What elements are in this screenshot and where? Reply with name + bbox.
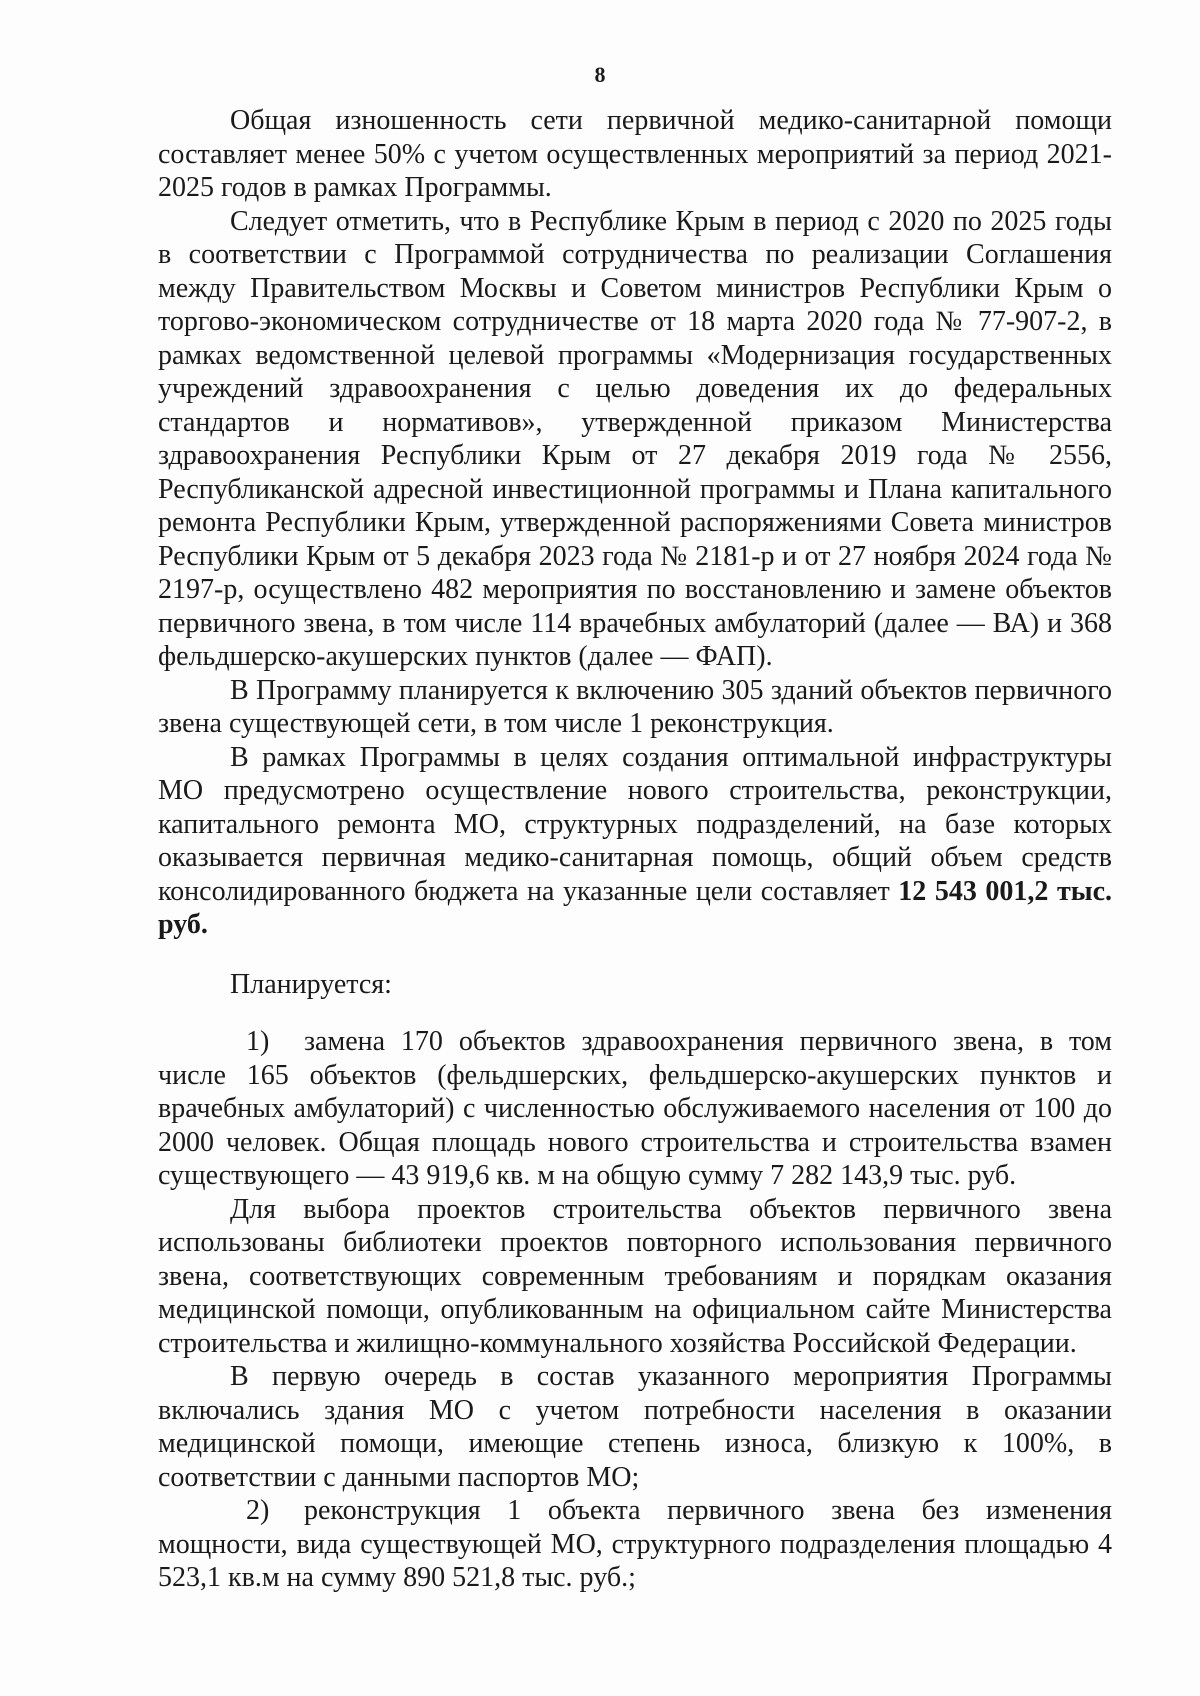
paragraph-planned-heading: Планируется: [230, 968, 392, 1000]
list-item-text: замена 170 объектов здравоохранения первичного звена, в том числе 165 объектов (фельдшерских, фельдшерско-акушерских пунктов и врачебных амбулаторий) с численностью обслуживаемого населения от 100 до 2000 человек. Общая площадь нового строительства и строительства взамен существующего — 43 919,6 кв. м на общую сумму 7 282 143,9 тыс. руб. [158, 1026, 1112, 1191]
list-item-text: реконструкция 1 объекта первичного звена без изменения мощности, вида существующей МО, структурного подразделения площадью 4 523,1 кв.м на сумму 890 521,8 тыс. руб.; [158, 1495, 1112, 1593]
paragraph-budget-text: В рамках Программы в целях создания оптимальной инфраструктуры МО предусмотрено осуществление нового строительства, реконструкции, капитального ремонта МО, структурных подразделений, на базе которых оказывается первичная медико-санитарная помощь, общий объем средств консолидированного бюджета на указанные цели составляет [158, 741, 1112, 907]
paragraph-planned-inclusion: В Программу планируется к включению 305 зданий объектов первичного звена существующей сети, в том числе 1 реконструкция. [158, 674, 1112, 739]
budget-total-amount: 12 543 001,2 тыс. руб. [158, 875, 1113, 940]
list-marker: 1) [246, 1026, 270, 1057]
paragraph-completed-measures: Следует отметить, что в Республике Крым в период с 2020 по 2025 годы в соответствии с Программой сотрудничества по реализации Соглашения между Правительством Москвы и Советом министров Республики Крым о торгово-экономическом сотрудничестве от 18 марта 2020 года № 77-907-2, в рамках ведомственной целевой программы «Модернизация государственных учреждений здравоохранения с целью доведения их до федеральных стандартов и нормативов», утвержденной приказом Министерства здравоохранения Республики Крым от 27 декабря 2019 года № 2556, Республиканской адресной инвестиционной программы и Плана капитального ремонта Республики Крым, утвержденной распоряжениями Совета министров Республики Крым от 5 декабря 2023 года № 2181-р и от 27 ноября 2024 года № 2197-р, осуществлено 482 мероприятия по восстановлению и замене объектов первичного звена, в том числе 114 врачебных амбулаторий (далее — ВА) и 368 фельдшерско-акушерских пунктов (далее — ФАП). [158, 205, 1112, 672]
list-item-reconstruction [158, 1494, 1112, 1595]
paragraph-priority: В первую очередь в состав указанного мероприятия Программы включались здания МО с учетом потребности населения в оказании медицинской помощи, имеющие степень износа, близкую к 100%, в соответствии с данными паспортов МО; [158, 1361, 1112, 1493]
list-item-replacement [158, 1025, 1112, 1193]
page-number: 8 [594, 62, 606, 87]
list-marker: 2) [246, 1495, 270, 1526]
paragraph-wear-level: Общая изношенность сети первичной медико-санитарной помощи составляет менее 50% с учетом осуществленных мероприятий за период 2021-2025 годов в рамках Программы. [158, 105, 1112, 203]
paragraph-budget [158, 741, 1112, 942]
paragraph-project-selection: Для выбора проектов строительства объектов первичного звена использованы библиотеки проектов повторного использования первичного звена, соответствующих современным требованиям и порядкам оказания медицинской помощи, опубликованным на официальном сайте Министерства строительства и жилищно-коммунального хозяйства Российской Федерации. [158, 1193, 1112, 1359]
document-body [158, 104, 1112, 1595]
